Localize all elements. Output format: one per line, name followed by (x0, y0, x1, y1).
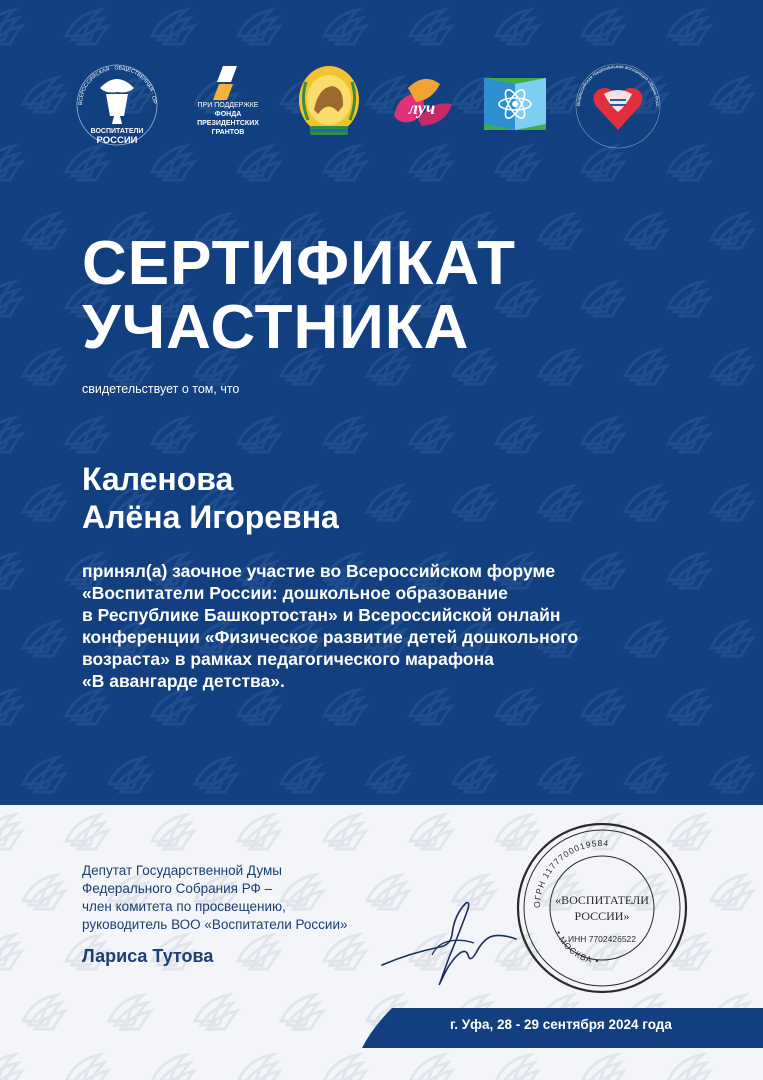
recipient-surname: Каленова (82, 461, 234, 497)
signer-line: член комитета по просвещению, (82, 899, 286, 914)
grants-line3: ПРЕЗИДЕНТСКИХ (197, 120, 259, 127)
body-line: «Воспитатели России: дошкольное образование (82, 583, 508, 603)
svg-text:луч: луч (408, 98, 436, 118)
signer-name: Лариса Тутова (82, 946, 214, 966)
participation-text (82, 560, 682, 692)
stamp-ogrn: ОГРН 1177700019584 (531, 837, 610, 909)
official-stamp (512, 818, 692, 998)
partner-logos (70, 60, 670, 150)
logo-line1: ВОСПИТАТЕЛИ (90, 128, 144, 135)
logo-line2: РОССИИ (96, 135, 138, 146)
grants-logo-icon (183, 60, 273, 105)
grants-logo (183, 60, 273, 150)
body-line: принял(а) заочное участие во Всероссийском форуме (82, 561, 556, 581)
subtitle: свидетельствует о том, что (82, 382, 240, 396)
stamp-inn: ИНН 7702426522 (567, 934, 637, 944)
stamp-city: • МОСКВА • (553, 929, 600, 966)
grants-line4: ГРАНТОВ (211, 129, 245, 136)
coat-of-arms-icon (288, 60, 370, 150)
certificate-title (82, 229, 516, 362)
atom-book-icon (480, 60, 550, 150)
signer-position (82, 862, 348, 934)
signer-line: Депутат Государственной Думы (82, 863, 282, 878)
heart-bird-icon (570, 60, 666, 150)
body-line: в Республике Башкортостан» и Всероссийской онлайн (82, 605, 561, 625)
title-line2: УЧАСТНИКА (82, 293, 470, 362)
body-line: конференции «Физическое развитие детей дошкольного (82, 627, 579, 647)
vospitateli-logo-icon (70, 60, 165, 150)
grants-line2: ФОНДА (214, 111, 242, 118)
body-line: «В авангарде детства». (82, 671, 285, 691)
grants-line1: ПРИ ПОДДЕРЖКЕ (197, 102, 259, 109)
title-line1: СЕРТИФИКАТ (82, 229, 516, 298)
luch-logo-icon (388, 60, 458, 150)
recipient-given-names: Алёна Игоревна (82, 499, 339, 535)
logo-ring-text: ВСЕРОССИЙСКАЯ · ОБЩЕСТВЕННАЯ · ОР (77, 65, 158, 106)
signer-line: Федерального Собрания РФ – (82, 881, 273, 896)
event-date-location: г. Уфа, 28 - 29 сентября 2024 года (450, 1017, 672, 1032)
body-line: возраста» в рамках педагогического марафона (82, 649, 494, 669)
logo6-ring-text: Всероссийская Национальная ассоциация «Мамы Росс (575, 63, 661, 107)
recipient-name (82, 460, 339, 536)
signer-line: руководитель ВОО «Воспитатели России» (82, 917, 348, 932)
stamp-center-line1: «ВОСПИТАТЕЛИ (555, 893, 649, 907)
signature-icon (380, 895, 520, 990)
stamp-center-line2: РОССИИ» (574, 909, 630, 923)
